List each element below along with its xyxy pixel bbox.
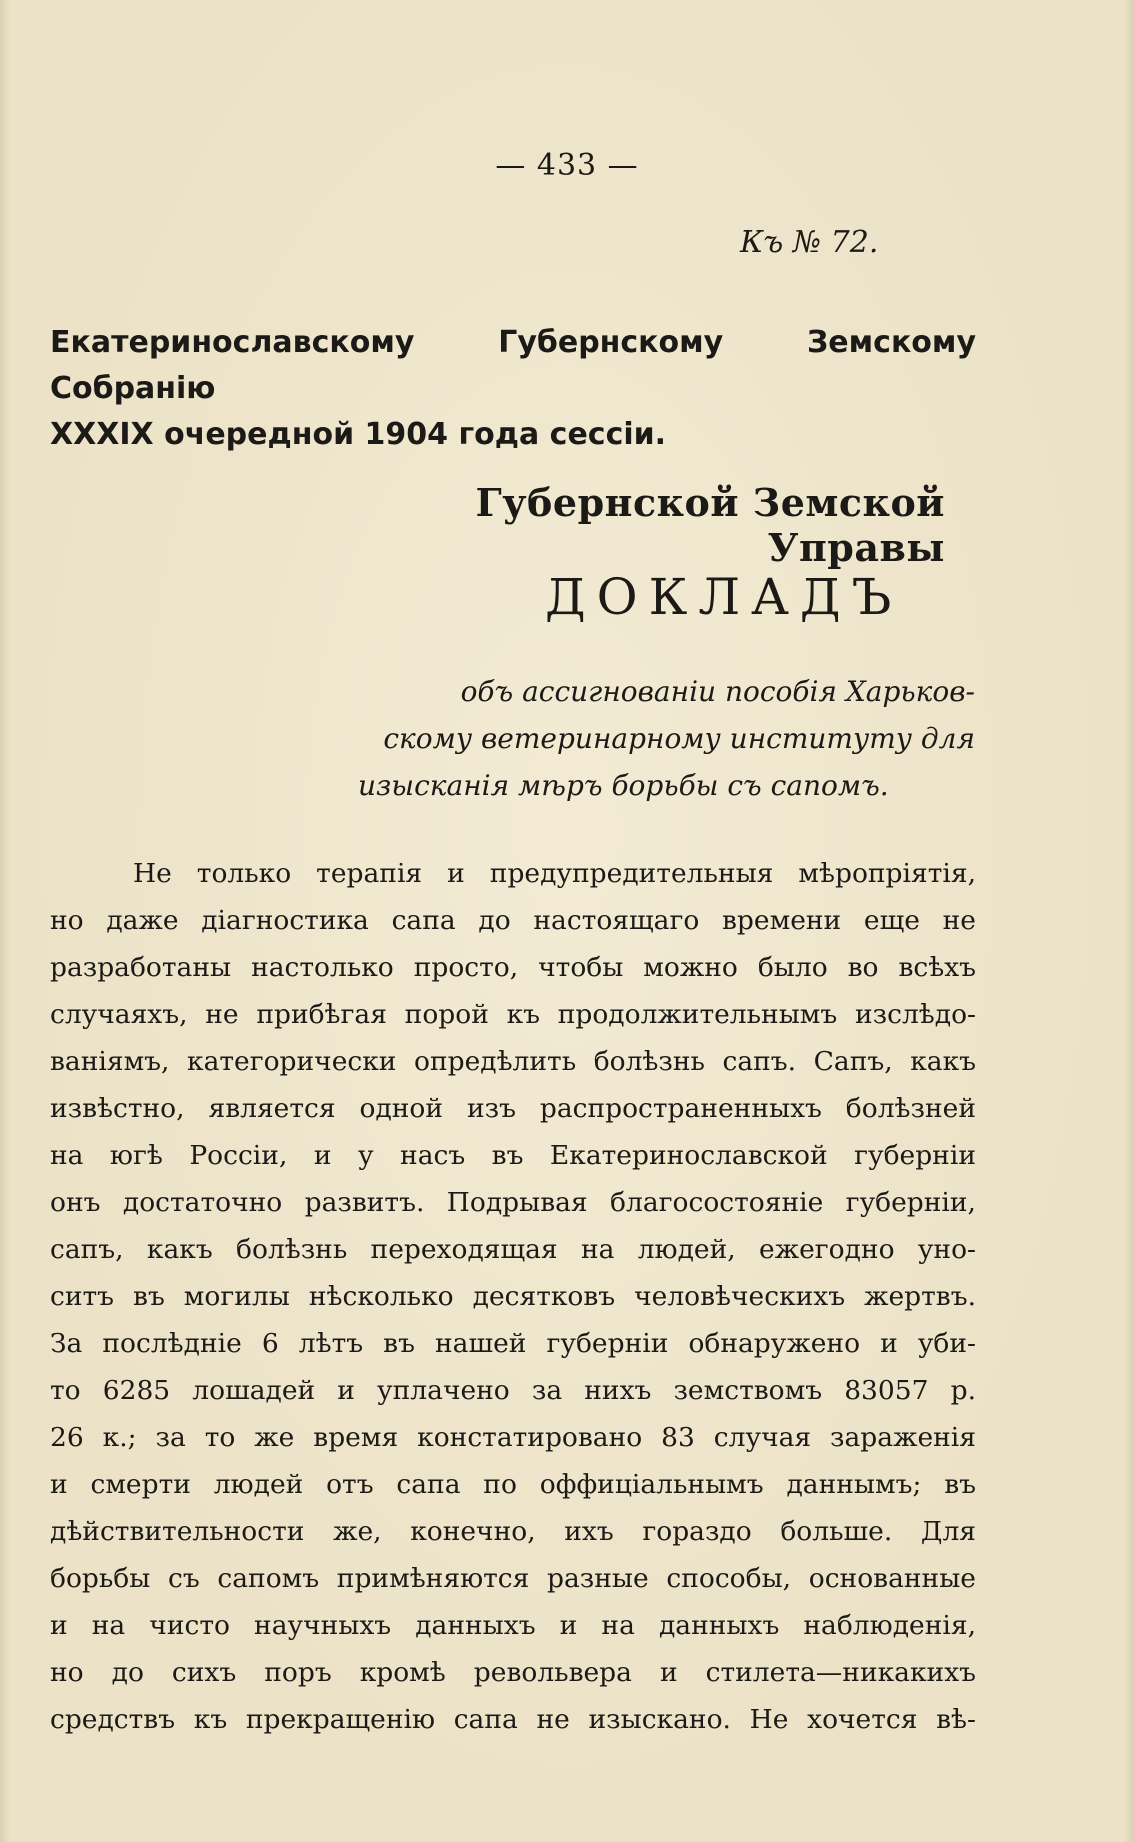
body-line: онъ достаточно развитъ. Подрывая благосостояніе губерніи,	[50, 1187, 976, 1218]
page-number: — 433 —	[495, 148, 639, 183]
body-paragraph	[50, 850, 976, 1743]
body-line: то 6285 лошадей и уплачено за нихъ земствомъ 83057 р.	[50, 1375, 976, 1406]
page-edge-right	[1124, 0, 1134, 1842]
body-line: и на чисто научныхъ данныхъ и на данныхъ наблюденія,	[50, 1610, 976, 1641]
recipient-line-2: XXXIX очередной 1904 года сессіи.	[50, 417, 667, 452]
recipient-heading	[50, 320, 976, 458]
body-line: дѣйствительности же, конечно, ихъ гораздо больше. Для	[50, 1516, 976, 1547]
document-subject	[350, 668, 975, 809]
subject-line-1: объ ассигнованіи пособія Харьков-	[460, 675, 975, 708]
authority-heading: Губернской Земской Управы	[475, 480, 945, 570]
attachment-reference: Къ № 72.	[740, 225, 879, 260]
body-line: и смерти людей отъ сапа по оффиціальнымъ даннымъ; въ	[50, 1469, 976, 1500]
body-line: 26 к.; за то же время констатировано 83 случая зараженія	[50, 1422, 976, 1453]
body-line: сапъ, какъ болѣзнь переходящая на людей, ежегодно уно-	[50, 1234, 976, 1265]
body-line: разработаны настолько просто, чтобы можно было во всѣхъ	[50, 952, 976, 983]
body-line: ваніямъ, категорически опредѣлить болѣзнь сапъ. Сапъ, какъ	[50, 1046, 976, 1077]
body-line: За послѣдніе 6 лѣтъ въ нашей губерніи обнаружено и уби-	[50, 1328, 976, 1359]
body-line: средствъ къ прекращенію сапа не изыскано. Не хочется вѣ-	[50, 1704, 976, 1735]
body-line: но до сихъ поръ кромѣ револьвера и стилета—никакихъ	[50, 1657, 976, 1688]
document-title: ДОКЛАДЪ	[545, 568, 903, 626]
body-line: на югѣ Россіи, и у насъ въ Екатеринославской губерніи	[50, 1140, 976, 1171]
body-line: борьбы съ сапомъ примѣняются разные способы, основанные	[50, 1563, 976, 1594]
body-line: ситъ въ могилы нѣсколько десятковъ человѣческихъ жертвъ.	[50, 1281, 976, 1312]
body-line: Не только терапія и предупредительныя мѣропріятія,	[133, 858, 976, 889]
recipient-line-1: Екатеринославскому Губернскому Земскому Собранію	[50, 325, 976, 406]
body-line: извѣстно, является одной изъ распространенныхъ болѣзней	[50, 1093, 976, 1124]
subject-line-2: скому ветеринарному институту для	[383, 722, 975, 755]
page-edge-left	[0, 0, 10, 1842]
body-line: но даже діагностика сапа до настоящаго времени еще не	[50, 905, 976, 936]
subject-line-3: изысканія мѣръ борьбы съ сапомъ.	[358, 769, 889, 802]
body-line: случаяхъ, не прибѣгая порой къ продолжительнымъ изслѣдо-	[50, 999, 976, 1030]
